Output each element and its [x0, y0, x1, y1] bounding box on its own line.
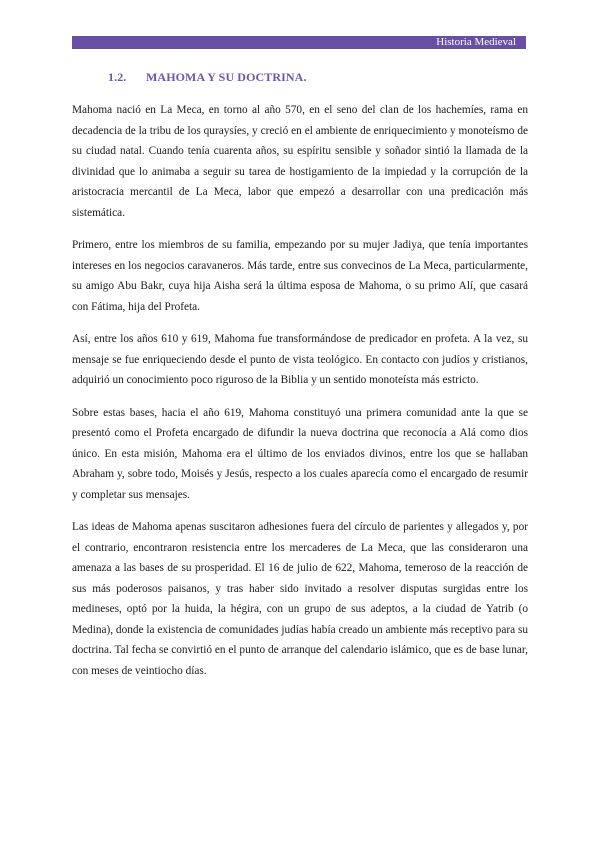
section-heading [108, 70, 307, 85]
header-title: Historia Medieval [436, 36, 516, 48]
document-body [72, 100, 528, 693]
paragraph-2: Primero, entre los miembros de su familia, empezando por su mujer Jadiya, que tenía importantes intereses en los negocios caravaneros. Más tarde, entre sus convecinos de La Meca, particularmente, su amigo Abu Bakr, cuya hija Aisha será la última esposa de Mahoma, o su primo Alí, que casará con Fátima, hija del Profeta. [72, 239, 528, 313]
paragraph-1: Mahoma nació en La Meca, en torno al año 570, en el seno del clan de los hachemíes, rama en decadencia de la tribu de los quraysíes, y creció en el ambiente de enriquecimiento y monoteísmo de su ciudad natal. Cuando tenía cuarenta años, su espíritu sensible y soñador sintió la llamada de la divinidad que lo animaba a seguir su tarea de hostigamiento de la impiedad y la corrupción de la aristocracia mercantil de La Meca, labor que empezó a desarrollar con una predicación más sistemática. [72, 104, 528, 219]
paragraph-4: Sobre estas bases, hacia el año 619, Mahoma constituyó una primera comunidad ante la que se presentó como el Profeta encargado de difundir la nueva doctrina que reconocía a Alá como dios único. En esta misión, Mahoma era el último de los enviados divinos, entre los que se hallaban Abraham y, sobre todo, Moisés y Jesús, respecto a los cuales aparecía como el encargado de resumir y completar sus mensajes. [72, 406, 528, 501]
section-number: 1.2. [108, 70, 127, 84]
paragraph-3: Así, entre los años 610 y 619, Mahoma fue transformándose de predicador en profeta. A la vez, su mensaje se fue enriqueciendo desde el punto de vista teológico. En contacto con judíos y cristianos, adquirió un conocimiento poco riguroso de la Biblia y un sentido monoteísta más estricto. [72, 333, 528, 386]
section-title: MAHOMA Y SU DOCTRINA. [146, 70, 307, 84]
header-bar [72, 36, 526, 49]
paragraph-5: Las ideas de Mahoma apenas suscitaron adhesiones fuera del círculo de parientes y allegados y, por el contrario, encontraron resistencia entre los mercaderes de La Meca, que las consideraron una amenaza a las bases de su prosperidad. El 16 de julio de 622, Mahoma, temeroso de la reacción de sus más poderosos paisanos, y tras haber sido invitado a resolver disputas surgidas entre los medineses, optó por la huida, la hégira, con un grupo de sus adeptos, a la ciudad de Yatrib (o Medina), donde la existencia de comunidades judías había creado un ambiente más receptivo para su doctrina. Tal fecha se convirtió en el punto de arranque del calendario islámico, que es de base lunar, con meses de veintiocho días. [72, 521, 528, 677]
